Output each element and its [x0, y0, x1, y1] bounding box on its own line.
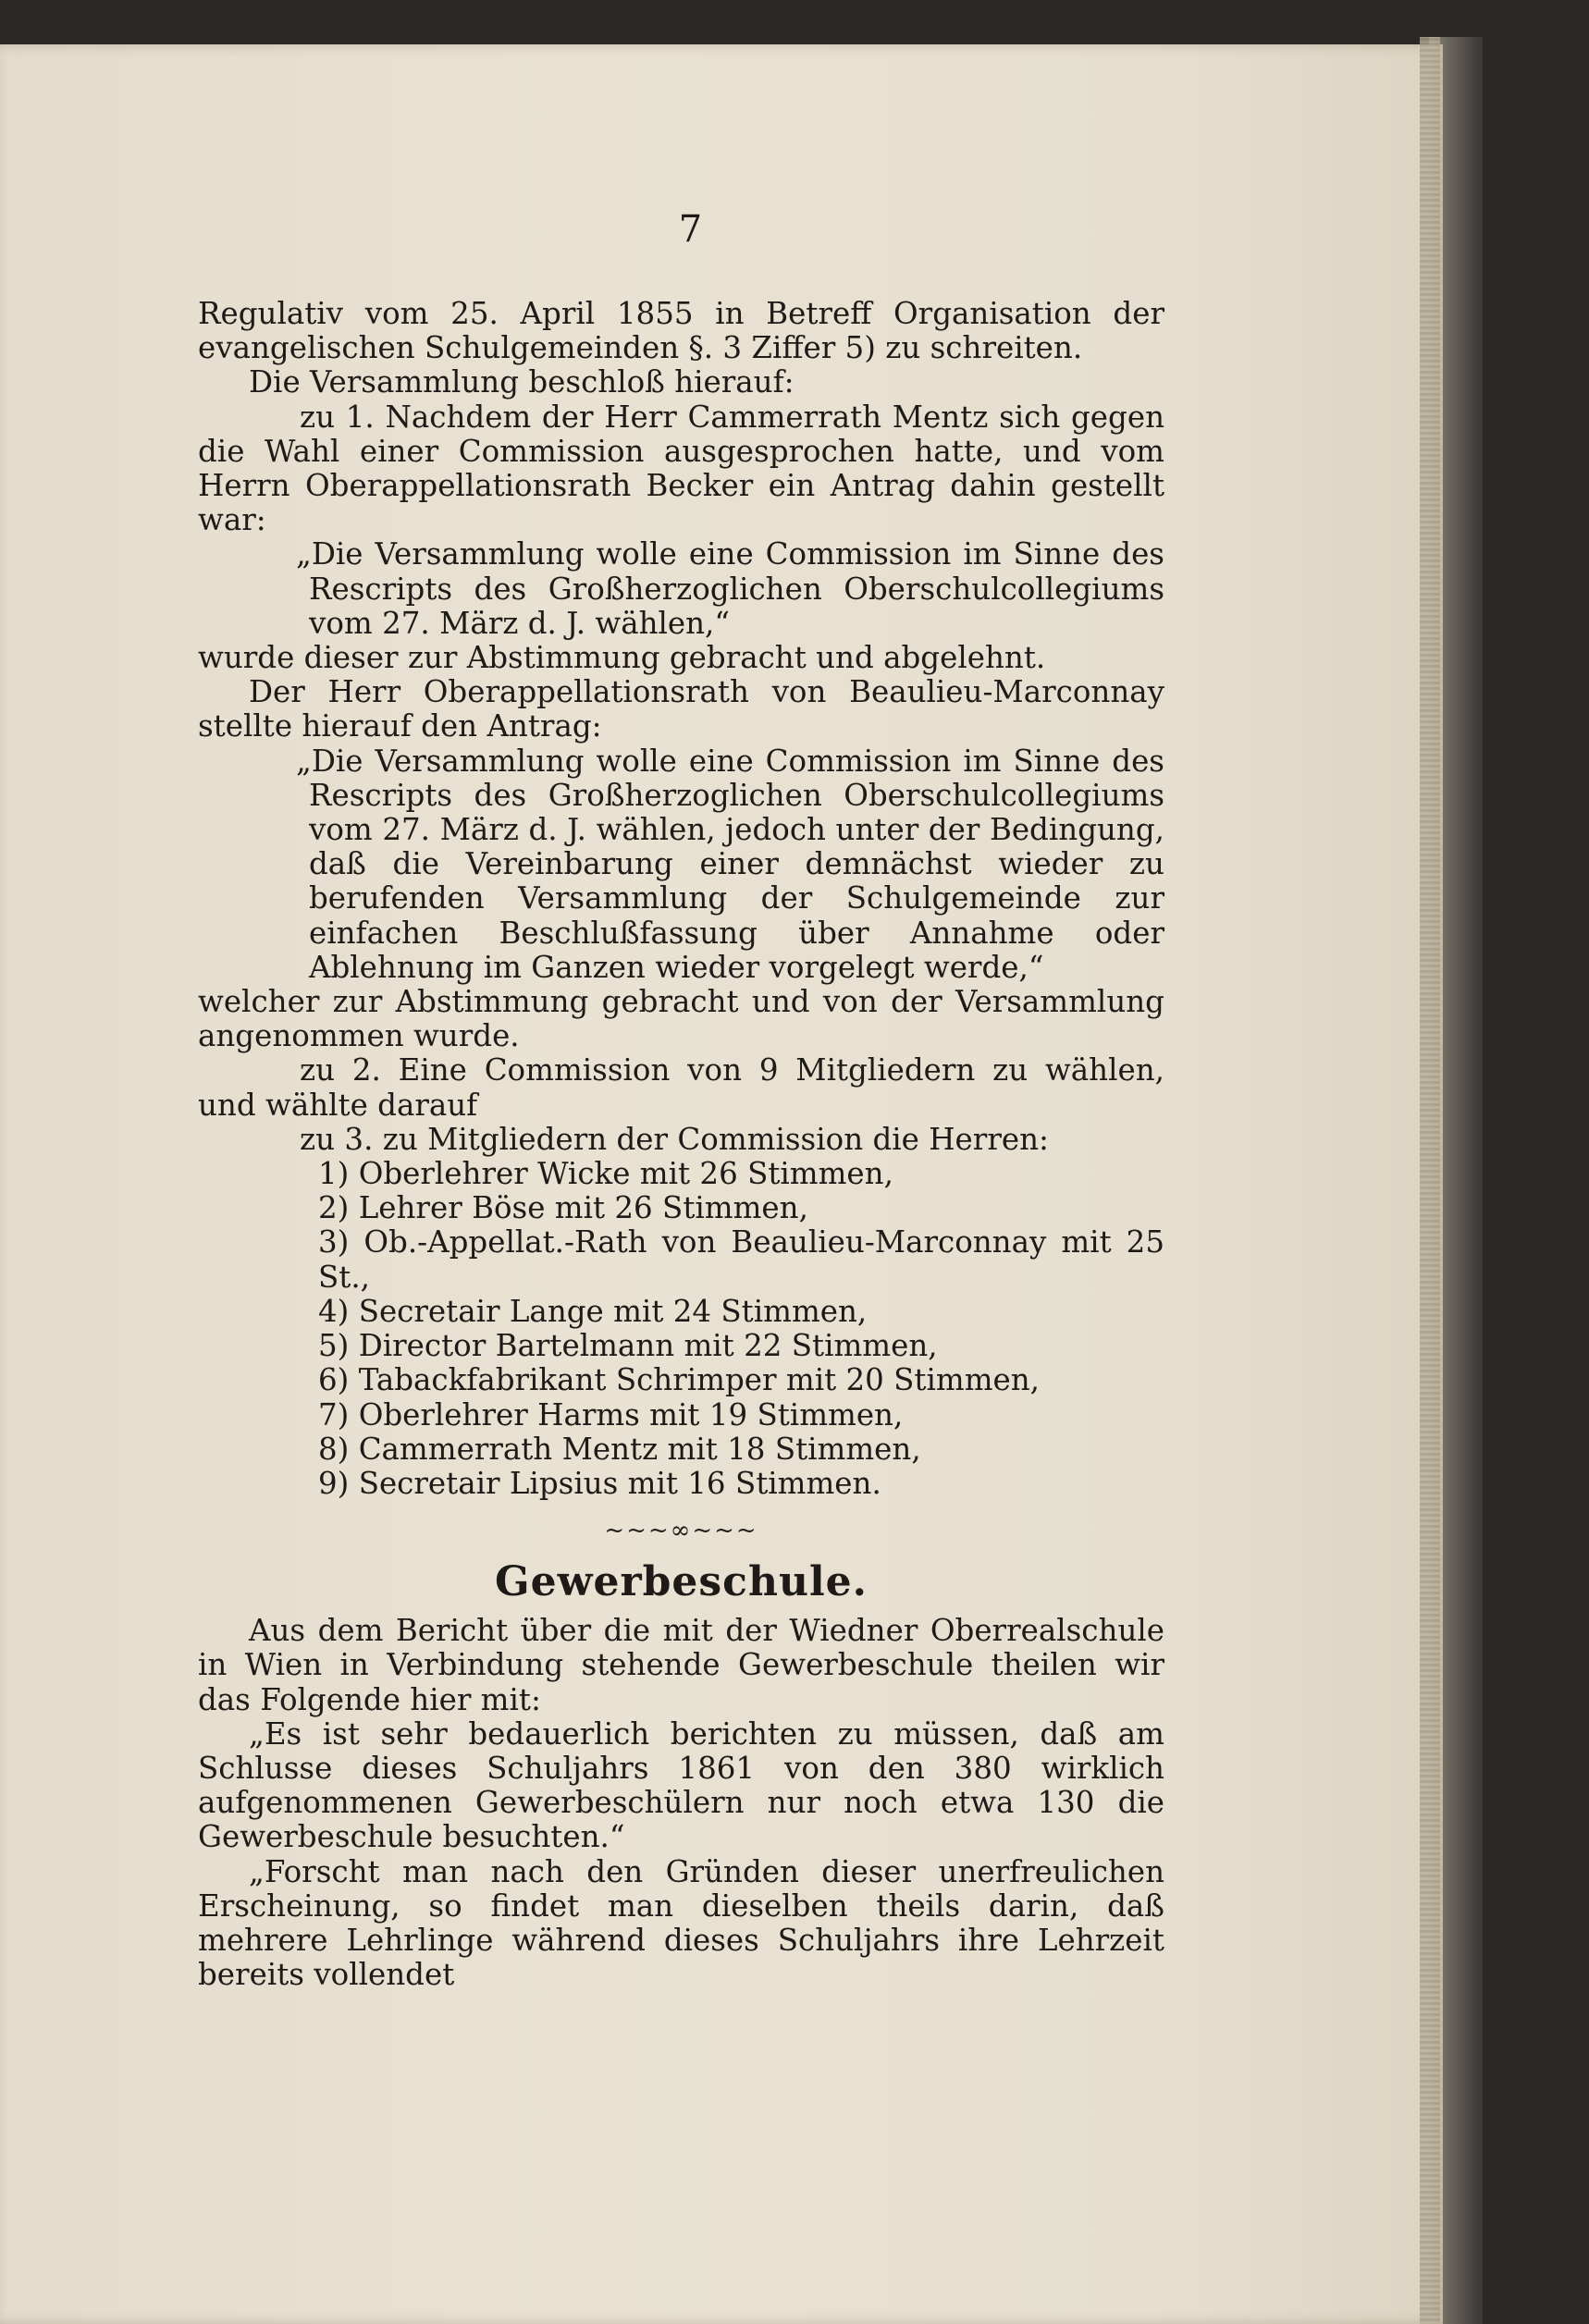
list-item: 8) Cammerrath Mentz mit 18 Stimmen, [318, 1431, 921, 1467]
commission-members-list [198, 1157, 1164, 1501]
page-fore-edge [1420, 37, 1440, 2324]
list-item: 7) Oberlehrer Harms mit 19 Stimmen, [318, 1396, 904, 1433]
paragraph-report: Aus dem Bericht über die mit der Wiedner Oberrealschule in Wien in Verbindung stehende Gewerbeschule theilen wir das Folgende hier mit: [198, 1613, 1164, 1717]
paragraph-beaulieu-motion: Der Herr Oberappellationsrath von Beaulieu-Marconnay stellte hierauf den Antrag: [198, 674, 1164, 744]
list-item: 1) Oberlehrer Wicke mit 26 Stimmen, [318, 1156, 893, 1192]
paragraph-intro: Regulativ vom 25. April 1855 in Betreff Organisation der evangelischen Schulgemeinden §. 3 Ziffer 5) zu schreiten. [198, 296, 1164, 366]
paragraph-zu1: zu 1. Nachdem der Herr Cammerrath Mentz sich gegen die Wahl einer Commission ausgesprochen hatte, und vom Herrn Oberappellationsrath Becker ein Antrag dahin gestellt war: [198, 399, 1164, 538]
ornamental-divider: ~~~∞~~~ [604, 1517, 758, 1545]
list-item: 5) Director Bartelmann mit 22 Stimmen, [318, 1328, 938, 1364]
list-item: 6) Tabackfabrikant Schrimper mit 20 Stimmen, [318, 1362, 1041, 1398]
quote-report-2: „Forscht man nach den Gründen dieser unerfreulichen Erscheinung, so findet man dieselben theils darin, daß mehrere Lehrlinge während dieses Schuljahrs ihre Lehrzeit bereits vollendet [198, 1853, 1164, 1993]
paragraph-zu2: zu 2. Eine Commission von 9 Mitgliedern zu wählen, und wählte darauf [198, 1052, 1164, 1123]
section-heading: Gewerbeschule. [495, 1558, 868, 1606]
list-item: 4) Secretair Lange mit 24 Stimmen, [318, 1293, 868, 1329]
paragraph-zu3: zu 3. zu Mitgliedern der Commission die Herren: [300, 1121, 1049, 1157]
list-item: 2) Lehrer Böse mit 26 Stimmen, [318, 1190, 808, 1226]
quote-report-1: „Es ist sehr bedauerlich berichten zu müssen, daß am Schlusse dieses Schuljahrs 1861 von den 380 wirklich aufgenommenen Gewerbeschülern nur noch etwa 130 die Gewerbeschule besuchten.“ [198, 1715, 1164, 1855]
paragraph-beschloss: Die Versammlung beschloß hierauf: [249, 364, 794, 400]
page-number: 7 [678, 208, 703, 251]
page-text [198, 208, 1164, 1992]
paragraph-accepted: welcher zur Abstimmung gebracht und von der Versammlung angenommen wurde. [198, 984, 1164, 1054]
quote-second-motion: „Die Versammlung wolle eine Commission im Sinne des Rescripts des Großherzoglichen Oberschulcollegiums vom 27. März d. J. wählen, jedoch unter der Bedingung, daß die Vereinbarung einer demnächst wieder zu berufenden Versammlung der Schulgemeinde zur einfachen Beschlußfassung über Annahme oder Ablehnung im Ganzen wieder vorgelegt werde,“ [296, 743, 1164, 985]
quote-first-motion: „Die Versammlung wolle eine Commission im Sinne des Rescripts des Großherzoglichen Oberschulcollegiums vom 27. März d. J. wählen,“ [296, 536, 1164, 641]
list-item: 9) Secretair Lipsius mit 16 Stimmen. [318, 1465, 881, 1501]
list-item: 3) Ob.-Appellat.-Rath von Beaulieu-Marconnay mit 25 St., [318, 1224, 1164, 1295]
paragraph-rejected: wurde dieser zur Abstimmung gebracht und abgelehnt. [198, 640, 1046, 676]
